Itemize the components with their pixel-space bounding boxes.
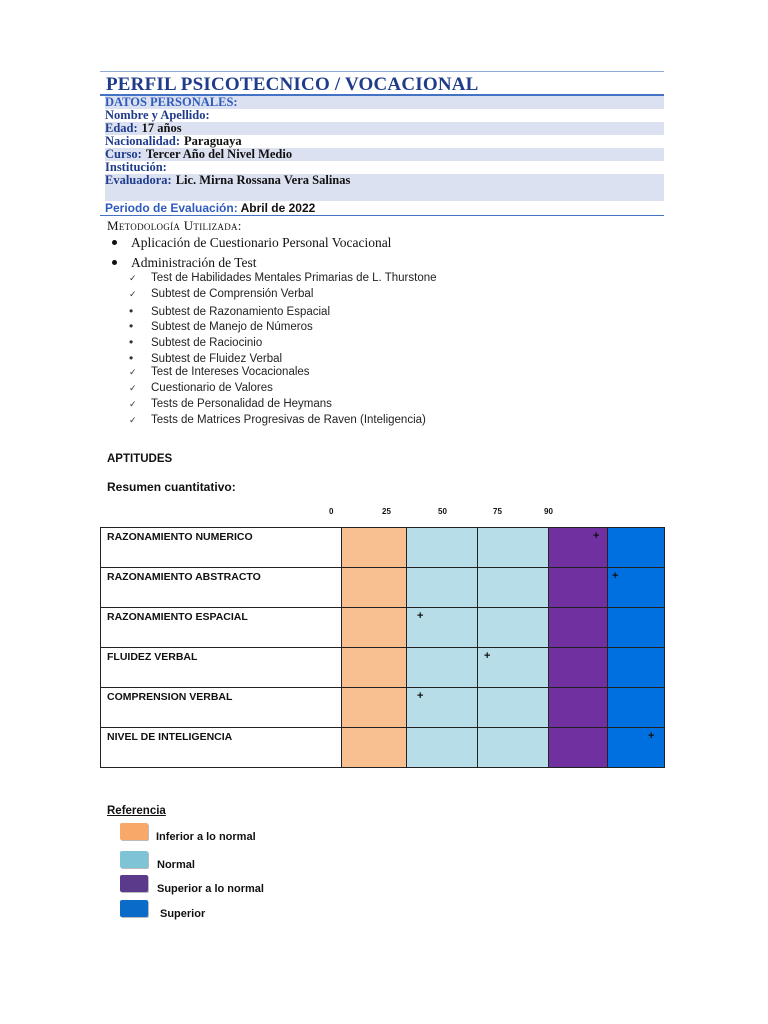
test-item-text: Tests de Matrices Progresivas de Raven (Inteligencia) — [151, 414, 426, 426]
scale-tick-50: 50 — [438, 507, 447, 516]
aptitudes-heading: APTITUDES — [107, 453, 173, 465]
aptitude-label: COMPRENSION VERBAL — [101, 688, 342, 728]
test-item-text: Subtest de Fluidez Verbal — [151, 353, 283, 365]
aptitude-band-cell — [478, 608, 549, 648]
evaluadora-label: Evaluadora: — [105, 173, 172, 187]
aptitude-band-cell — [342, 728, 407, 768]
aptitude-band-cell — [407, 528, 478, 568]
test-item — [129, 288, 313, 300]
legend-swatch — [120, 900, 148, 917]
bullet-icon: • — [129, 304, 134, 318]
test-item-text: Test de Intereses Vocacionales — [151, 366, 310, 378]
bullet-icon: • — [129, 351, 134, 365]
main-item-cuestionario — [112, 235, 391, 251]
institucion-label: Institución: — [105, 160, 167, 174]
legend-label: Superior — [160, 908, 206, 920]
aptitude-band-cell — [342, 568, 407, 608]
aptitude-band-cell — [407, 648, 478, 688]
score-marker: + — [484, 650, 491, 662]
test-item-text: Subtest de Comprensión Verbal — [151, 288, 314, 300]
periodo-value: Abril de 2022 — [240, 201, 316, 215]
aptitude-band-cell — [478, 728, 549, 768]
title-block — [100, 71, 664, 96]
legend-label: Normal — [157, 859, 195, 871]
aptitude-row — [101, 728, 665, 768]
curso-row — [105, 148, 664, 161]
legend-label: Superior a lo normal — [157, 883, 264, 895]
aptitude-row — [101, 568, 665, 608]
aptitude-band-cell — [407, 688, 478, 728]
aptitude-band-cell — [478, 648, 549, 688]
edad-label: Edad: — [105, 121, 138, 135]
edad-value: 17 años — [141, 121, 182, 135]
test-item-text: Cuestionario de Valores — [151, 382, 273, 394]
referencia-heading: Referencia — [107, 805, 166, 817]
test-item — [129, 366, 310, 378]
periodo-row — [105, 201, 315, 215]
aptitude-band-cell — [549, 568, 608, 608]
bullet-icon: • — [129, 319, 134, 333]
score-marker: + — [612, 570, 619, 582]
aptitude-band-cell — [549, 728, 608, 768]
aptitude-row — [101, 688, 665, 728]
scale-tick-25: 25 — [382, 507, 391, 516]
main-item-test — [112, 255, 257, 271]
aptitude-band-cell — [608, 648, 665, 688]
page-title: PERFIL PSICOTECNICO / VOCACIONAL — [106, 74, 479, 95]
aptitude-band-cell — [407, 568, 478, 608]
aptitude-band-cell — [608, 608, 665, 648]
curso-label: Curso: — [105, 147, 142, 161]
aptitude-band-cell — [478, 528, 549, 568]
resumen-heading: Resumen cuantitativo: — [107, 480, 236, 494]
evaluadora-value: Lic. Mirna Rossana Vera Salinas — [175, 173, 351, 187]
evaluadora-row — [105, 174, 664, 201]
test-item — [129, 351, 282, 365]
checkmark-icon: ✓ — [129, 367, 137, 377]
legend-swatch — [120, 823, 148, 840]
legend-swatch — [120, 875, 148, 892]
test-item — [129, 304, 330, 318]
test-item — [129, 335, 262, 349]
aptitude-band-cell — [407, 608, 478, 648]
nombre-row — [105, 109, 664, 122]
aptitude-row — [101, 608, 665, 648]
checkmark-icon: ✓ — [129, 273, 137, 283]
score-marker: + — [648, 730, 655, 742]
aptitudes-table — [100, 527, 665, 768]
checkmark-icon: ✓ — [129, 399, 137, 409]
test-item — [129, 398, 332, 410]
aptitude-band-cell — [608, 728, 665, 768]
scale-tick-0: 0 — [329, 507, 334, 516]
aptitude-band-cell — [478, 688, 549, 728]
aptitude-band-cell — [342, 688, 407, 728]
test-item-text: Subtest de Manejo de Números — [151, 321, 313, 333]
aptitude-band-cell — [549, 528, 608, 568]
legend-label: Inferior a lo normal — [156, 831, 256, 843]
aptitude-band-cell — [342, 648, 407, 688]
checkmark-icon: ✓ — [129, 289, 137, 299]
aptitude-row — [101, 648, 665, 688]
aptitude-band-cell — [549, 688, 608, 728]
aptitude-row — [101, 528, 665, 568]
aptitude-band-cell — [549, 648, 608, 688]
aptitude-label: RAZONAMIENTO NUMERICO — [101, 528, 342, 568]
aptitude-label: RAZONAMIENTO ESPACIAL — [101, 608, 342, 648]
test-item-text: Subtest de Raciocinio — [151, 337, 263, 349]
test-item — [129, 414, 426, 426]
aptitude-band-cell — [549, 608, 608, 648]
aptitude-band-cell — [608, 688, 665, 728]
bullet-icon: • — [129, 335, 134, 349]
score-marker: + — [417, 690, 424, 702]
nombre-label: Nombre y Apellido: — [105, 108, 210, 122]
main-item-text: Administración de Test — [131, 255, 257, 270]
test-item-text: Tests de Personalidad de Heymans — [151, 398, 332, 410]
legend-swatch — [120, 851, 148, 868]
score-marker: + — [417, 610, 424, 622]
main-item-text: Aplicación de Cuestionario Personal Vocacional — [131, 235, 392, 250]
aptitude-band-cell — [342, 608, 407, 648]
periodo-divider — [100, 215, 664, 216]
bullet-icon — [112, 260, 117, 265]
aptitude-label: NIVEL DE INTELIGENCIA — [101, 728, 342, 768]
aptitude-band-cell — [608, 528, 665, 568]
test-item-text: Test de Habilidades Mentales Primarias de L. Thurstone — [151, 272, 437, 284]
metodologia-heading: Metodología Utilizada: — [107, 218, 242, 233]
aptitude-label: RAZONAMIENTO ABSTRACTO — [101, 568, 342, 608]
aptitude-band-cell — [478, 568, 549, 608]
aptitude-band-cell — [608, 568, 665, 608]
datos-header-text: DATOS PERSONALES: — [105, 95, 238, 109]
nacionalidad-label: Nacionalidad: — [105, 134, 181, 148]
periodo-label: Periodo de Evaluación: — [105, 201, 238, 215]
bullet-icon — [112, 240, 117, 245]
aptitude-label: FLUIDEZ VERBAL — [101, 648, 342, 688]
score-marker: + — [593, 530, 600, 542]
test-item-text: Subtest de Razonamiento Espacial — [151, 306, 330, 318]
test-item — [129, 382, 273, 394]
checkmark-icon: ✓ — [129, 415, 137, 425]
nacionalidad-value: Paraguaya — [184, 134, 242, 148]
curso-value: Tercer Año del Nivel Medio — [145, 147, 293, 161]
test-item — [129, 319, 313, 333]
scale-tick-75: 75 — [493, 507, 502, 516]
aptitude-band-cell — [407, 728, 478, 768]
test-item — [129, 272, 437, 284]
checkmark-icon: ✓ — [129, 383, 137, 393]
scale-tick-90: 90 — [544, 507, 553, 516]
aptitude-band-cell — [342, 528, 407, 568]
